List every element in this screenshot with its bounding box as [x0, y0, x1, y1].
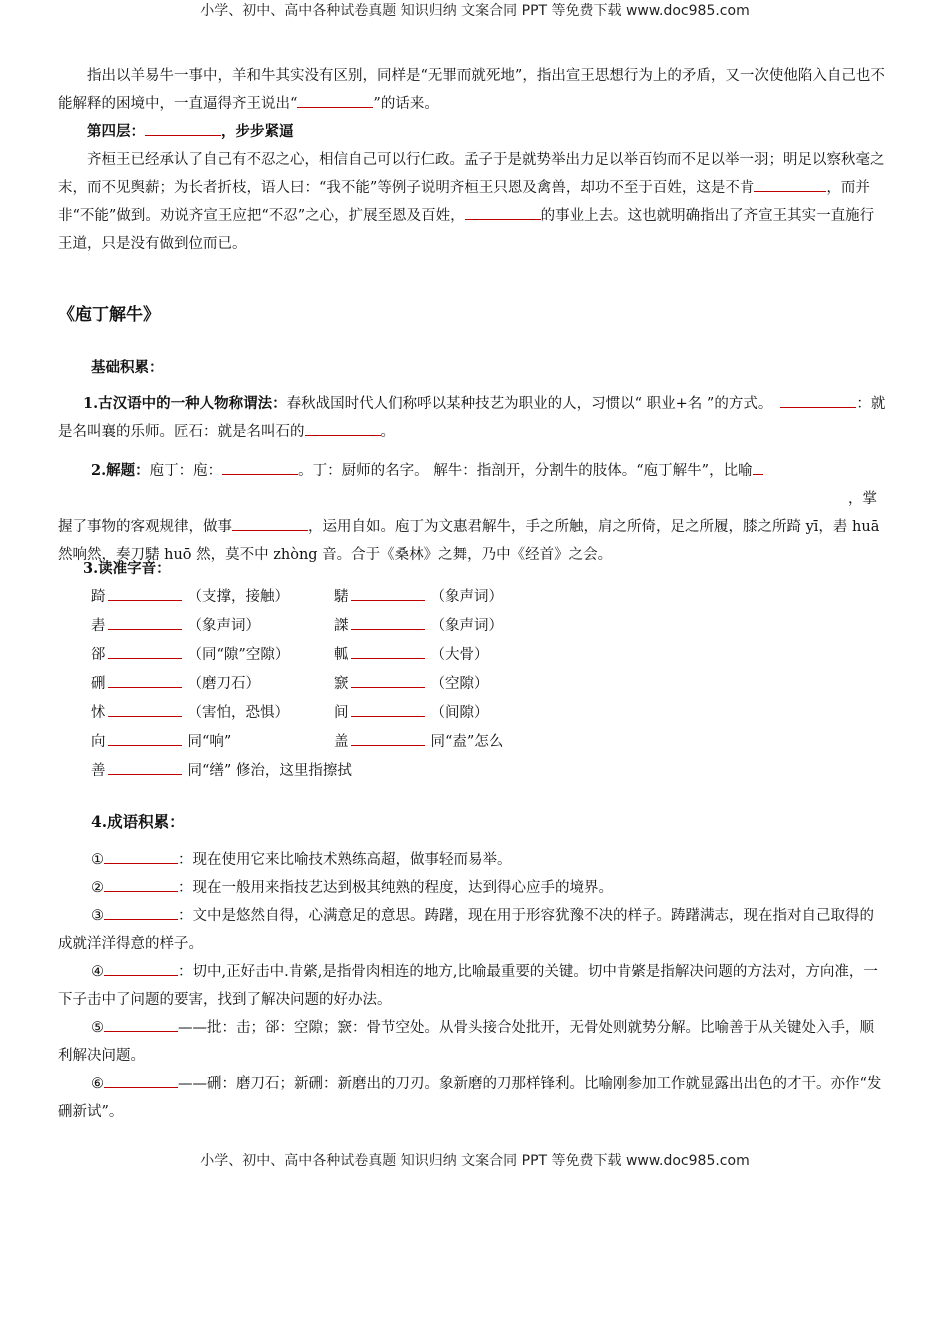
text: 。丁：厨师的名字。 解牛：指剖开，分割牛的肢体。“庖丁解牛”，比喻 — [298, 463, 753, 479]
page-header: 小学、初中、高中各种试卷真题 知识归纳 文案合同 PPT 等免费下载 www.doc985.com — [200, 3, 750, 19]
pronunciation-row — [91, 728, 888, 757]
character: 踦 — [91, 589, 106, 605]
idiom-item — [58, 1070, 888, 1126]
gloss: 同“响” — [187, 734, 232, 750]
answer-blank[interactable] — [108, 704, 182, 717]
gloss: （空隙） — [430, 676, 489, 692]
text: 第四层： — [87, 123, 145, 140]
answer-blank[interactable] — [232, 518, 308, 531]
answer-blank[interactable] — [351, 588, 425, 601]
pronunciation-row — [91, 583, 888, 612]
answer-blank[interactable] — [104, 1075, 178, 1088]
item-text: ：现在使用它来比喻技术熟练高超，做事轻而易举。 — [178, 852, 512, 868]
gloss: （同“隙”空隙） — [187, 647, 290, 663]
answer-blank[interactable] — [108, 646, 182, 659]
gloss: （害怕，恐惧） — [187, 705, 289, 721]
pronunciation-row — [91, 641, 888, 670]
character: 窾 — [334, 676, 349, 692]
pronunciation-item — [334, 728, 503, 757]
character: 硎 — [91, 676, 106, 692]
q2-paragraph — [58, 457, 888, 569]
text: ：就是名叫襄的乐师。匠石：就是名叫石的 — [58, 396, 886, 440]
answer-blank[interactable] — [108, 675, 182, 688]
text: 。 — [380, 424, 395, 440]
gloss: 同“缮” 修治，这里指擦拭 — [187, 763, 352, 779]
character: 间 — [334, 705, 349, 721]
pronunciation-item — [91, 728, 231, 757]
character: 砉 — [91, 618, 106, 634]
item-number: ④ — [91, 964, 104, 980]
idiom-section — [58, 808, 888, 1126]
q1-paragraph — [58, 390, 888, 446]
pronunciation-item — [91, 699, 289, 728]
answer-blank[interactable] — [108, 617, 182, 630]
answer-blank[interactable] — [465, 207, 541, 220]
paoding-section — [58, 300, 888, 330]
paragraph-layer4 — [58, 146, 888, 258]
item-number: ① — [91, 852, 104, 868]
answer-blank[interactable] — [108, 588, 182, 601]
answer-blank[interactable] — [104, 851, 178, 864]
basic-heading: 基础积累： — [91, 359, 164, 376]
gloss: （大骨） — [430, 647, 489, 663]
answer-blank[interactable] — [104, 879, 178, 892]
pronunciation-item — [91, 612, 260, 641]
answer-blank[interactable] — [108, 762, 182, 775]
item-number: ② — [91, 880, 104, 896]
text: ，运用自如。庖丁为文惠君解牛，手之所触，肩之所倚，足之所履，膝之所踦 yī，砉 huā 然响然，奏刀騞 huō 然，莫不中 zhòng 音。合于《桑林》之舞，乃中《经首》之会。 — [58, 519, 880, 563]
answer-blank[interactable] — [351, 704, 425, 717]
q2-label: 2.解题： — [91, 462, 150, 479]
section-continuation — [58, 62, 888, 258]
pronunciation-item — [91, 757, 352, 786]
character: 軱 — [334, 647, 349, 663]
idiom-item — [58, 874, 888, 902]
answer-blank[interactable] — [104, 963, 178, 976]
answer-blank[interactable] — [351, 646, 425, 659]
character: 盖 — [334, 734, 349, 750]
answer-blank[interactable] — [753, 462, 763, 475]
character: 謋 — [334, 618, 349, 634]
text: 指出以羊易牛一事中，羊和牛其实没有区别，同样是“无罪而就死地”，指出宣王思想行为上的矛盾，又一次使他陷入自己也不能解释的困境中，一直逼得齐王说出“ — [58, 68, 885, 112]
layer4-heading — [58, 118, 888, 146]
text: 的事业上去。这也就明确指出了齐宣王其实一直施行王道，只是没有做到位而已。 — [58, 208, 875, 252]
text: ，掌握了事物的客观规律，做事 — [58, 491, 877, 535]
text: ”的话来。 — [373, 96, 439, 112]
character: 騞 — [334, 589, 349, 605]
pronunciation-item — [334, 612, 503, 641]
answer-blank[interactable] — [145, 123, 221, 136]
idiom-item — [58, 958, 888, 1014]
answer-blank[interactable] — [104, 907, 178, 920]
answer-blank[interactable] — [351, 617, 425, 630]
item-number: ⑤ — [91, 1020, 104, 1036]
answer-blank[interactable] — [780, 395, 856, 408]
q1-label: 1.古汉语中的一种人物称谓法： — [83, 395, 287, 412]
pronunciation-item — [91, 670, 260, 699]
pronunciation-row — [91, 699, 888, 728]
q3-label: 3.读准字音： — [83, 560, 171, 577]
basic-accumulation — [58, 354, 888, 569]
text: ，步步紧逼 — [221, 123, 294, 140]
answer-blank[interactable] — [108, 733, 182, 746]
pronunciation-section — [58, 555, 888, 786]
pronunciation-row — [91, 757, 888, 786]
character: 向 — [91, 734, 106, 750]
answer-blank[interactable] — [351, 675, 425, 688]
text: 齐桓王已经承认了自己有不忍之心，相信自己可以行仁政。孟子于是就势举出力足以举百钧而不足以举一羽；明足以察秋毫之末，而不见舆薪；为长者折枝，语人曰：“我不能”等例子说明齐桓王只恩及禽兽，却功不至于百姓，这是不肯 — [58, 152, 885, 196]
pronunciation-item — [91, 583, 289, 612]
section-title: 《庖丁解牛》 — [58, 305, 160, 325]
item-number: ⑥ — [91, 1076, 104, 1092]
q4-label: 4.成语积累： — [91, 812, 185, 831]
character: 郤 — [91, 647, 106, 663]
item-text: ：文中是悠然自得，心满意足的意思。踌躇，现在用于形容犹豫不决的样子。踌躇满志，现在指对自己取得的成就洋洋得意的样子。 — [58, 908, 874, 952]
item-text: ——批：击；郤：空隙；窾：骨节空处。从骨头接合处批开，无骨处则就势分解。比喻善于从关键处入手，顺利解决问题。 — [58, 1020, 874, 1064]
pronunciation-table — [58, 583, 888, 786]
text: ，而并非“不能”做到。劝说齐宣王应把“不忍”之心，扩展至恩及百姓， — [58, 180, 870, 224]
gloss: （象声词） — [187, 618, 260, 634]
idiom-list — [58, 846, 888, 1126]
gloss: 同“盍”怎么 — [430, 734, 504, 750]
item-text: ：切中,正好击中.肯綮,是指骨肉相连的地方,比喻最重要的关键。切中肯綮是指解决问题的方法对，方向准，一下子击中了问题的要害，找到了解决问题的好办法。 — [58, 964, 878, 1008]
gloss: （象声词） — [430, 618, 503, 634]
answer-blank[interactable] — [351, 733, 425, 746]
pronunciation-item — [91, 641, 289, 670]
pronunciation-row — [91, 612, 888, 641]
gloss: （磨刀石） — [187, 676, 260, 692]
text: 春秋战国时代人们称呼以某种技艺为职业的人，习惯以“ 职业+名 ”的方式。 — [286, 396, 773, 412]
idiom-item — [58, 1014, 888, 1070]
item-number: ③ — [91, 908, 104, 924]
pronunciation-item — [334, 699, 489, 728]
pronunciation-item — [334, 670, 489, 699]
gloss: （间隙） — [430, 705, 489, 721]
answer-blank[interactable] — [754, 179, 826, 192]
character: 怵 — [91, 705, 106, 721]
pronunciation-row — [91, 670, 888, 699]
character: 善 — [91, 763, 106, 779]
idiom-item — [58, 902, 888, 958]
gloss: （支撑，接触） — [187, 589, 289, 605]
pronunciation-item — [334, 641, 489, 670]
text: 庖丁：庖： — [149, 463, 223, 479]
paragraph-layer3 — [58, 62, 888, 118]
page-footer: 小学、初中、高中各种试卷真题 知识归纳 文案合同 PPT 等免费下载 www.doc985.com — [200, 1153, 750, 1169]
answer-blank[interactable] — [297, 95, 373, 108]
answer-blank[interactable] — [305, 423, 381, 436]
item-text: ——硎：磨刀石；新硎：新磨出的刀刃。象新磨的刀那样锋利。比喻刚参加工作就显露出出色的才干。亦作“发硎新试”。 — [58, 1076, 882, 1120]
answer-blank[interactable] — [104, 1019, 178, 1032]
answer-blank[interactable] — [222, 462, 298, 475]
item-text: ：现在一般用来指技艺达到极其纯熟的程度，达到得心应手的境界。 — [178, 880, 613, 896]
pronunciation-item — [334, 583, 503, 612]
gloss: （象声词） — [430, 589, 503, 605]
idiom-item — [58, 846, 888, 874]
